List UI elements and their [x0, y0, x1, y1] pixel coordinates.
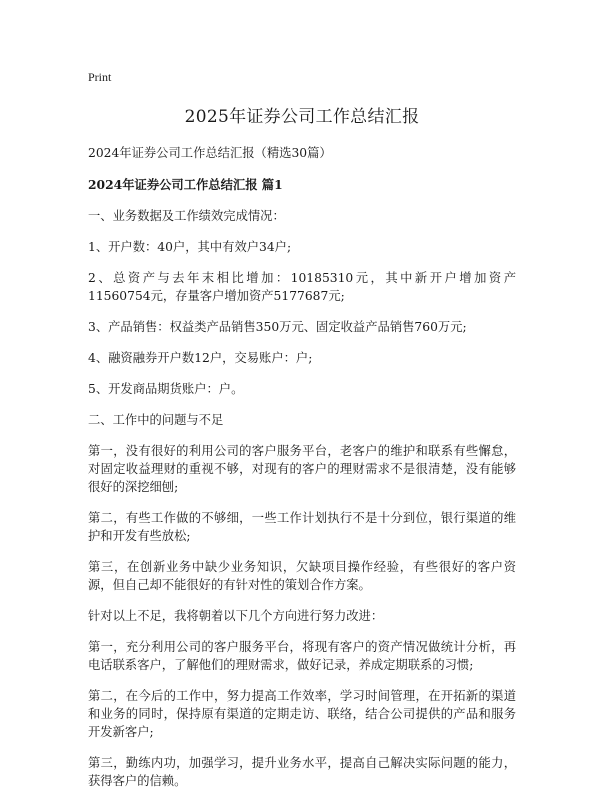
paragraph-product-sales: 3、产品销售：权益类产品销售350万元、固定收益产品销售760万元;: [88, 320, 467, 334]
document-subtitle: 2024年证券公司工作总结汇报（精选30篇）: [88, 146, 332, 160]
paragraph-improvement-2: 第二，在今后的工作中，努力提高工作效率，学习时间管理，在开拓新的渠道和业务的同时，保持原有渠道的定期走访、联络，结合公司提供的产品和服务开发新客户;: [88, 689, 516, 739]
section-heading: 2024年证券公司工作总结汇报 篇1: [88, 177, 283, 192]
paragraph-business-data: 一、业务数据及工作绩效完成情况：: [88, 209, 285, 223]
paragraph-problem-2: 第二，有些工作做的不够细，一些工作计划执行不是十分到位，银行渠道的维护和开发有些放松;: [88, 511, 516, 543]
paragraph-assets: 2、总资产与去年末相比增加：10185310元，其中新开户增加资产11560754元，存量客户增加资产5177687元;: [88, 271, 516, 303]
paragraph-problem-1: 第一，没有很好的利用公司的客户服务平台，老客户的维护和联系有些懈怠，对固定收益理财的重视不够，对现有的客户的理财需求不是很清楚，没有能够很好的深挖细刨;: [88, 444, 516, 494]
paragraph-improvement-1: 第一，充分利用公司的客户服务平台，将现有客户的资产情况做统计分析，再电话联系客户，了解他们的理财需求，做好记录，养成定期联系的习惯;: [88, 640, 516, 672]
document-title: 2025年证券公司工作总结汇报: [184, 107, 420, 127]
paragraph-improvement-3: 第三，勤练内功，加强学习，提升业务水平，提高自己解决实际问题的能力，获得客户的信赖。: [88, 756, 516, 788]
print-label: Print: [88, 70, 112, 84]
paragraph-futures: 5、开发商品期货账户：户。: [88, 382, 244, 396]
paragraph-improvement-intro: 针对以上不足，我将朝着以下几个方向进行努力改进：: [88, 609, 384, 623]
paragraph-accounts: 1、开户数：40户，其中有效户34户;: [88, 240, 292, 254]
paragraph-margin-trading: 4、融资融券开户数12户，交易账户：户;: [88, 351, 313, 365]
paragraph-problem-3: 第三，在创新业务中缺少业务知识，欠缺项目操作经验，有些很好的客户资源，但自己却不能很好的有针对性的策划合作方案。: [88, 560, 516, 592]
paragraph-problems-heading: 二、工作中的问题与不足: [88, 413, 224, 427]
